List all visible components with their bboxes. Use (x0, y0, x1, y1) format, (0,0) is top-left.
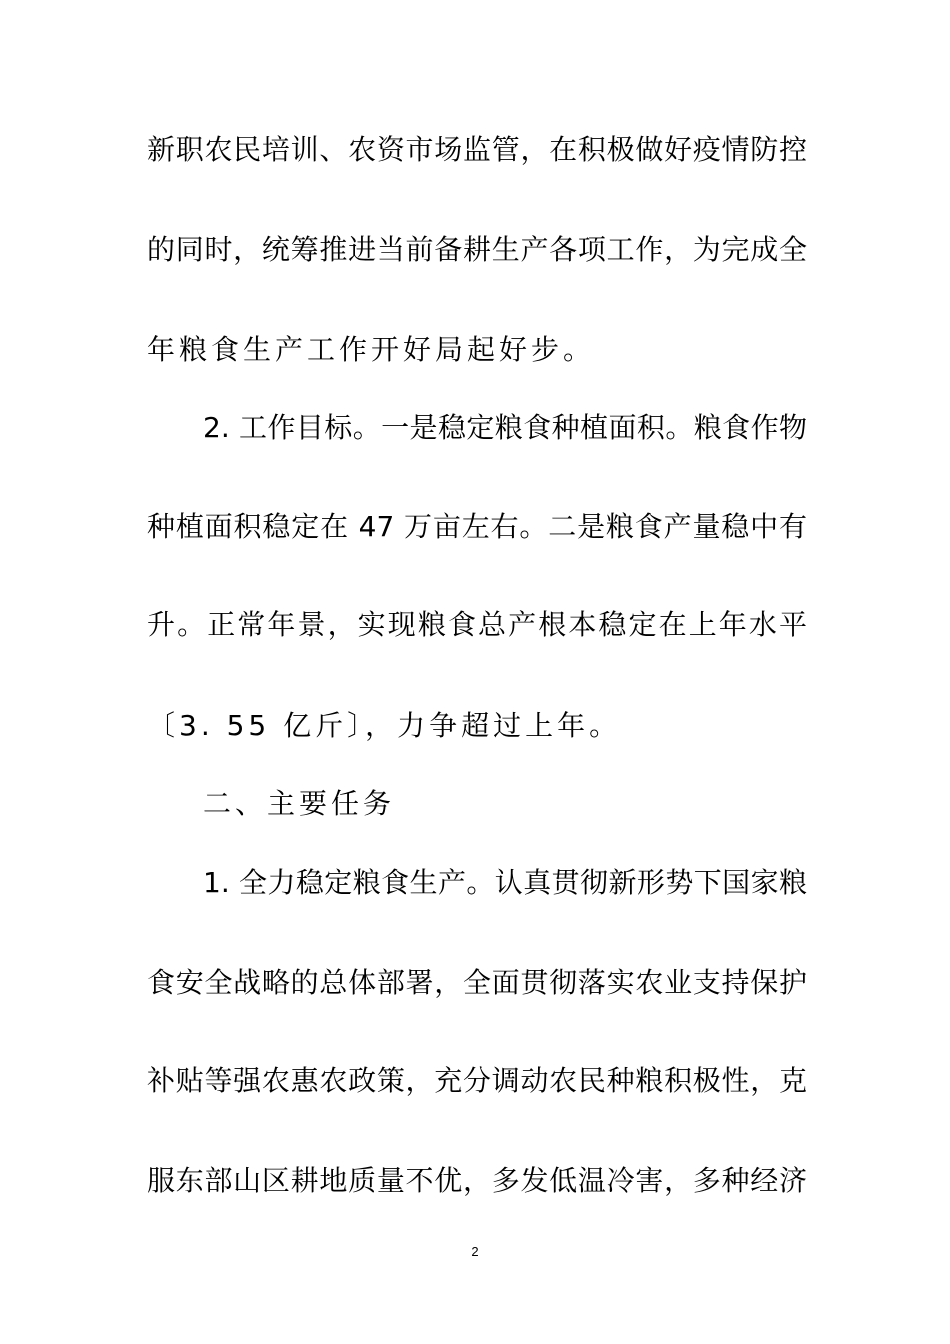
body-text-line: 年粮食生产工作开好局起好步。 (147, 333, 596, 366)
paragraph-first-line: 2. 工作目标。一是稳定粮食种植面积。粮食作物 (203, 411, 807, 444)
body-text-line: 的同时，统筹推进当前备耕生产各项工作，为完成全 (147, 233, 807, 266)
body-text-line: 升。正常年景，实现粮食总产根本稳定在上年水平 (147, 608, 807, 641)
body-text-line: 补贴等强农惠农政策，充分调动农民种粮积极性，克 (147, 1064, 807, 1097)
body-text-line: 〔3. 55 亿斤〕，力争超过上年。 (147, 709, 622, 742)
section-heading: 二、主要任务 (203, 787, 396, 820)
body-text-line: 新职农民培训、农资市场监管，在积极做好疫情防控 (147, 133, 807, 166)
paragraph-first-line: 1. 全力稳定粮食生产。认真贯彻新形势下国家粮 (203, 866, 807, 899)
page-number: 2 (471, 1244, 479, 1259)
body-text-line: 种植面积稳定在 47 万亩左右。二是粮食产量稳中有 (147, 510, 807, 543)
body-text-line: 食安全战略的总体部署，全面贯彻落实农业支持保护 (147, 966, 807, 999)
body-text-line: 服东部山区耕地质量不优，多发低温冷害，多种经济 (147, 1164, 807, 1197)
